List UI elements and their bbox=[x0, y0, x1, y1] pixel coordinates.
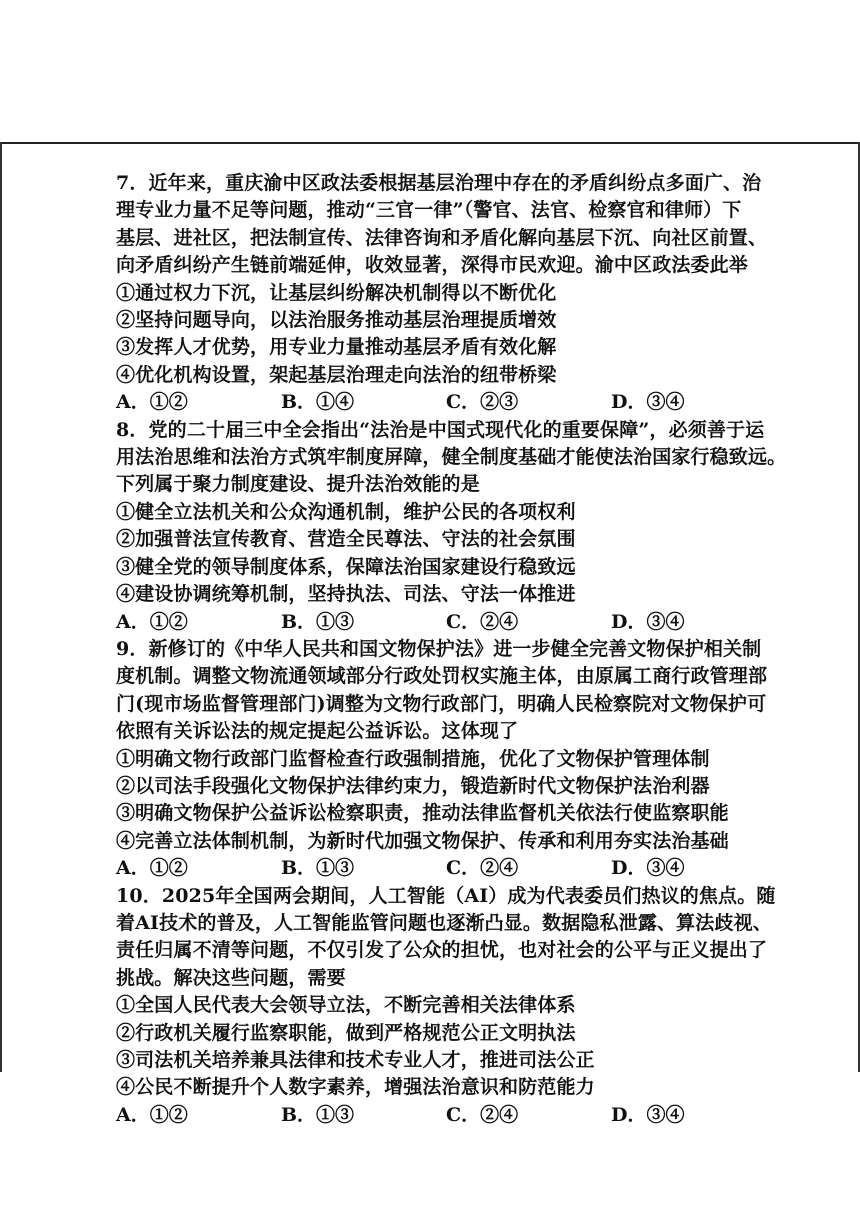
question-stem-line: 7．近年来，重庆渝中区政法委根据基层治理中存在的矛盾纠纷点多面广、治 bbox=[116, 172, 762, 194]
choice-c[interactable]: C．②③ bbox=[446, 391, 519, 414]
question-stem-line: 责任归属不清等问题，不仅引发了公众的担忧，也对社会的公平与正义提出了 bbox=[116, 939, 768, 962]
statement-option: ②以司法手段强化文物保护法律约束力，锻造新时代文物保护法治利器 bbox=[116, 774, 710, 797]
statement-option: ④优化机构设置，架起基层治理走向法治的纽带桥梁 bbox=[116, 363, 557, 386]
statement-option: ④公民不断提升个人数字素养，增强法治意识和防范能力 bbox=[116, 1076, 595, 1099]
question-stem-line: 度机制。调整文物流通领域部分行政处罚权实施主体，由原属工商行政管理部 bbox=[116, 665, 768, 688]
choice-d[interactable]: D．③④ bbox=[611, 857, 685, 880]
question-stem-line: 下列属于聚力制度建设、提升法治效能的是 bbox=[116, 473, 480, 496]
choice-c[interactable]: C．②④ bbox=[446, 610, 519, 633]
question-stem-line: 9．新修订的《中华人民共和国文物保护法》进一步健全完善文物保护相关制 bbox=[116, 637, 762, 660]
question-9 bbox=[116, 636, 776, 883]
choice-c[interactable]: C．②④ bbox=[446, 857, 519, 880]
choice-b[interactable]: B．①③ bbox=[281, 857, 355, 880]
choice-d[interactable]: D．③④ bbox=[611, 610, 685, 633]
statement-option: ①明确文物行政部门监督检查行政强制措施，优化了文物保护管理体制 bbox=[116, 747, 710, 770]
statement-option: ①通过权力下沉，让基层纠纷解决机制得以不断优化 bbox=[116, 281, 557, 304]
frame-left-border bbox=[0, 142, 2, 1072]
choice-b[interactable]: B．①④ bbox=[281, 391, 355, 414]
statement-option: ③司法机关培养兼具法律和技术专业人才，推进司法公正 bbox=[116, 1049, 595, 1071]
statement-option: ②加强普法宣传教育、营造全民尊法、守法的社会氛围 bbox=[116, 528, 576, 551]
choice-a[interactable]: A．①② bbox=[116, 391, 188, 414]
statement-option: ①健全立法机关和公众沟通机制，维护公民的各项权利 bbox=[116, 500, 576, 523]
choice-a[interactable]: A．①② bbox=[116, 857, 188, 880]
statement-option: ②坚持问题导向，以法治服务推动基层治理提质增效 bbox=[116, 309, 557, 332]
question-stem-line: 依照有关诉讼法的规定提起公益诉讼。这体现了 bbox=[116, 720, 519, 743]
choice-a[interactable]: A．①② bbox=[116, 610, 188, 633]
statement-option: ④建设协调统筹机制，坚持执法、司法、守法一体推进 bbox=[116, 583, 576, 606]
question-stem-line: 8．党的二十届三中全会指出“法治是中国式现代化的重要保障”，必须善于运 bbox=[116, 418, 765, 441]
answer-choices bbox=[116, 855, 776, 882]
answer-choices bbox=[116, 389, 776, 416]
question-stem-line: 基层、进社区，把法制宣传、法律咨询和矛盾化解向基层下沉、向社区前置、 bbox=[116, 226, 768, 249]
choice-d[interactable]: D．③④ bbox=[611, 391, 685, 414]
answer-choices bbox=[116, 1102, 776, 1129]
question-list bbox=[116, 170, 787, 1129]
choice-d[interactable]: D．③④ bbox=[611, 1103, 685, 1126]
choice-a[interactable]: A．①② bbox=[116, 1103, 188, 1126]
question-stem-line: 着AI技术的普及，人工智能监管问题也逐渐凸显。数据隐私泄露、算法歧视、 bbox=[116, 911, 772, 934]
question-stem-line: 门(现市场监督管理部门)调整为文物行政部门，明确人民检察院对文物保护可 bbox=[116, 692, 767, 715]
statement-option: ③发挥人才优势，用专业力量推动基层矛盾有效化解 bbox=[116, 336, 557, 359]
statement-option: ③健全党的领导制度体系，保障法治国家建设行稳致远 bbox=[116, 555, 576, 578]
question-stem-line: 向矛盾纠纷产生链前端延伸，收效显著，深得市民欢迎。渝中区政法委此举 bbox=[116, 254, 748, 277]
answer-choices bbox=[116, 609, 776, 636]
question-stem-line: 10．2025年全国两会期间，人工智能（AI）成为代表委员们热议的焦点。随 bbox=[116, 884, 776, 907]
choice-b[interactable]: B．①③ bbox=[281, 1103, 355, 1126]
question-stem-line: 理专业力量不足等问题，推动“三官一律”（警官、法官、检察官和律师）下 bbox=[116, 199, 742, 222]
question-7 bbox=[116, 170, 776, 417]
choice-b[interactable]: B．①③ bbox=[281, 610, 355, 633]
statement-option: ①全国人民代表大会领导立法，不断完善相关法律体系 bbox=[116, 994, 576, 1017]
question-8 bbox=[116, 417, 787, 636]
question-stem-line: 挑战。解决这些问题，需要 bbox=[116, 966, 346, 989]
question-stem-line: 用法治思维和法治方式筑牢制度屏障，健全制度基础才能使法治国家行稳致远。 bbox=[116, 446, 787, 469]
question-10 bbox=[116, 883, 776, 1130]
statement-option: ③明确文物保护公益诉讼检察职责，推动法律监督机关依法行使监察职能 bbox=[116, 802, 729, 825]
statement-option: ②行政机关履行监察职能，做到严格规范公正文明执法 bbox=[116, 1021, 576, 1044]
choice-c[interactable]: C．②④ bbox=[446, 1103, 519, 1126]
statement-option: ④完善立法体制机制，为新时代加强文物保护、传承和利用夯实法治基础 bbox=[116, 829, 729, 852]
